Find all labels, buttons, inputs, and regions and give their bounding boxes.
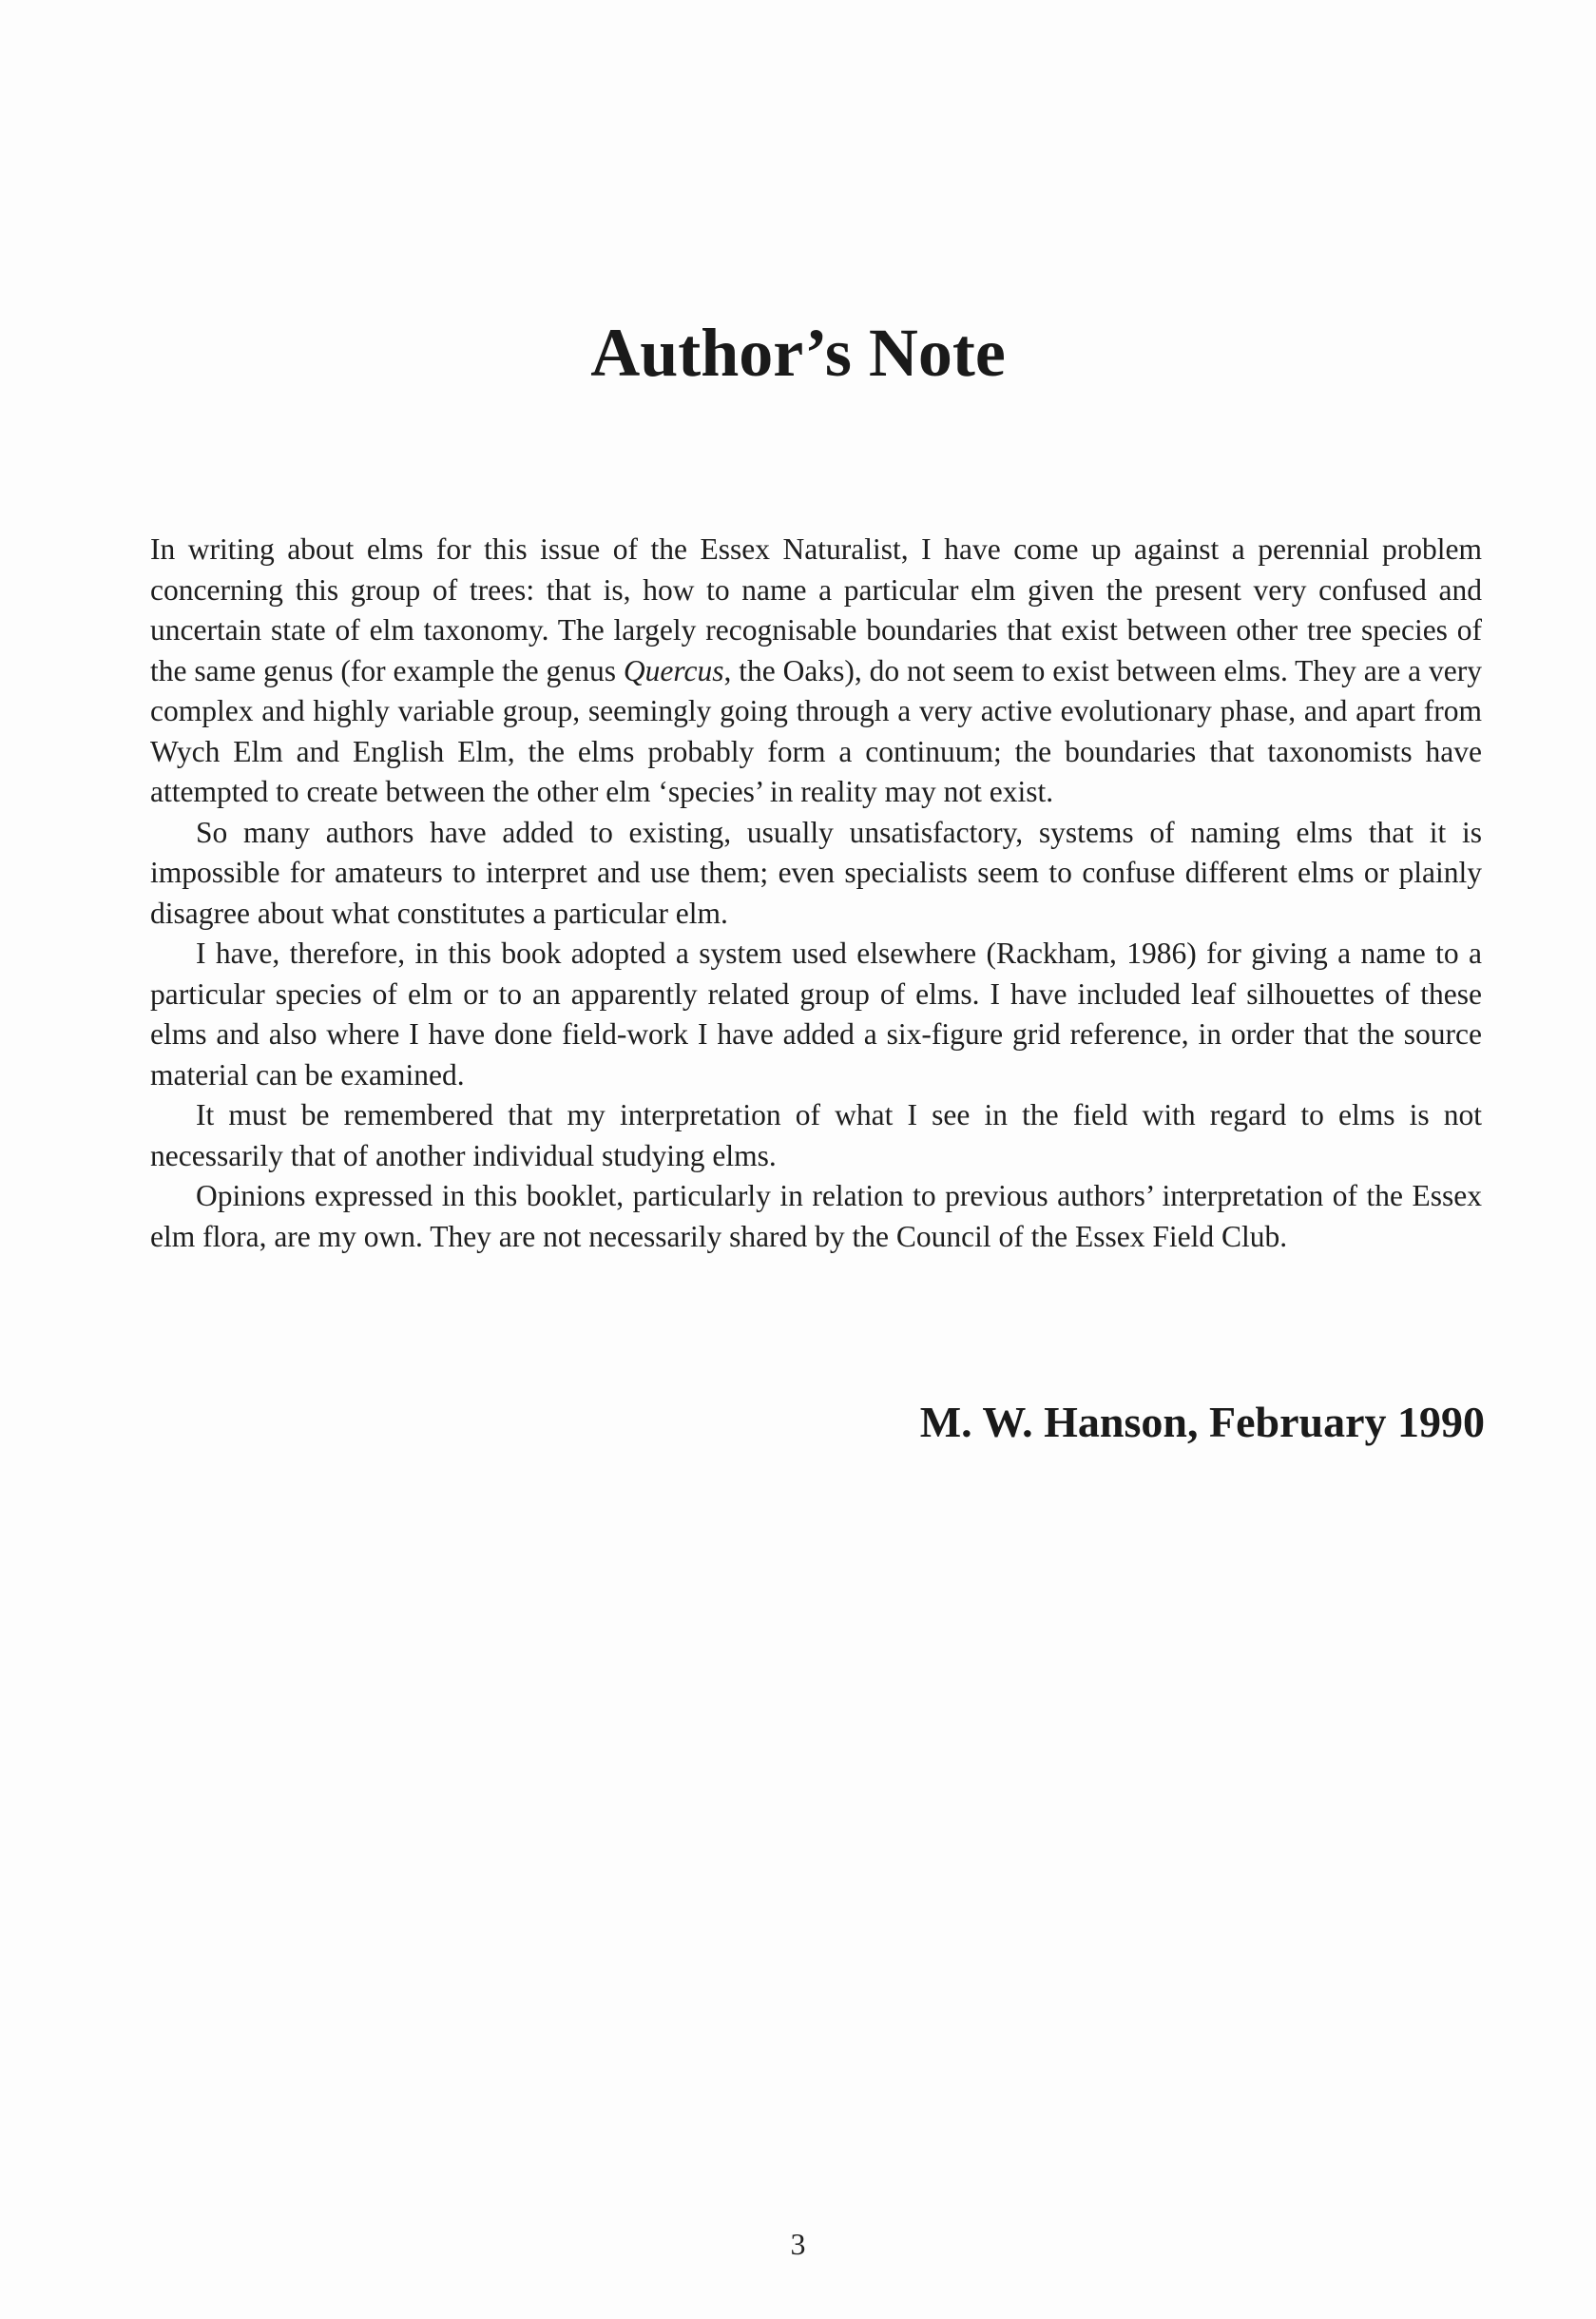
page-number: 3 [790,2227,806,2261]
paragraph-1-text-a: In writing about elms for this issue of the Essex Naturalist, I have come up against a perennial problem concerning this group of trees: that is, how to name a particular elm given the present very confused and uncertain state of elm taxonomy. The largely recognisable boundaries that exist between other tree species of the same genus (for example the genus [150,532,1482,687]
page-title: Author’s Note [590,315,1006,391]
paragraph-1-genus-italic: Quercus [623,653,724,687]
paragraph-1-text-b: , the Oaks), do not seem to exist between elms. They are a very complex and highly variable group, seemingly going through a very active evolutionary phase, and apart from Wych Elm and English Elm, the elms probably form a continuum; the boundaries that taxonomists have attempted to create between the other elm ‘species’ in reality may not exist. [150,653,1482,808]
paragraph-4: It must be remembered that my interpretation of what I see in the field with regard to elms is not necessarily that of another individual studying elms. [150,1098,1482,1172]
paragraph-2: So many authors have added to existing, usually unsatisfactory, systems of naming elms that it is impossible for amateurs to interpret and use them; even specialists seem to confuse different elms or plainly disagree about what constitutes a particular elm. [150,815,1482,930]
paragraph-5: Opinions expressed in this booklet, particularly in relation to previous authors’ interpretation of the Essex elm flora, are my own. They are not necessarily shared by the Council of the Essex Field Club. [150,1179,1482,1253]
paragraph-1 [150,530,1482,813]
paragraph-3: I have, therefore, in this book adopted a system used elsewhere (Rackham, 1986) for giving a name to a particular species of elm or to an apparently related group of elms. I have included leaf silhouettes of these elms and also where I have done field-work I have added a six-figure grid reference, in order that the source material can be examined. [150,937,1482,1092]
body-text [150,530,1482,1257]
author-signature: M. W. Hanson, February 1990 [919,1398,1485,1446]
